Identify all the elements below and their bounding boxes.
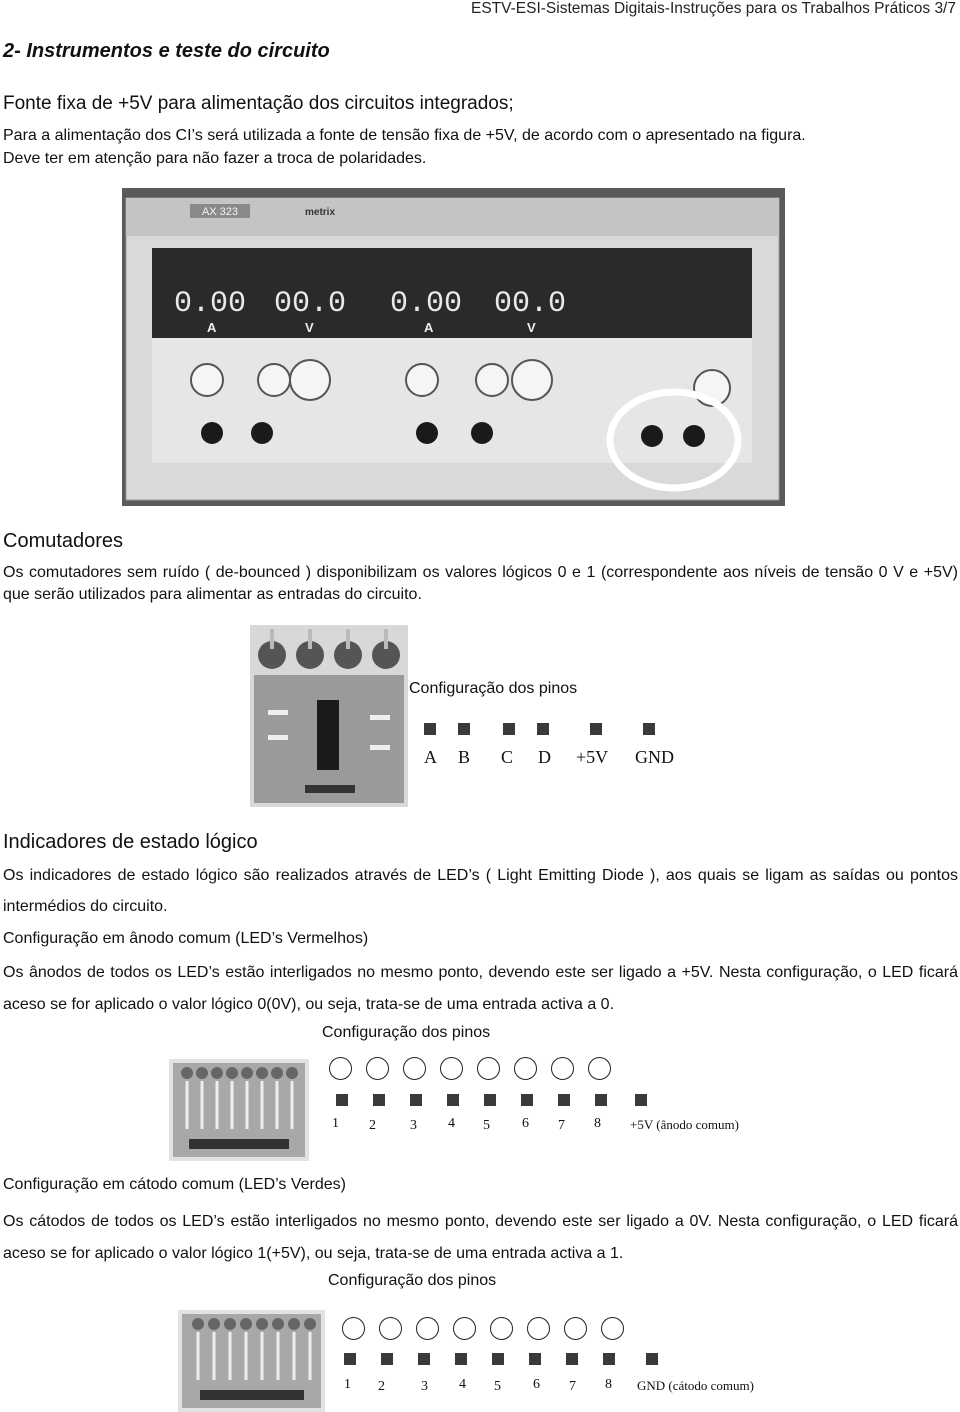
unit-label-3: A — [424, 320, 434, 335]
anodo-pin-label-6: 6 — [522, 1116, 529, 1131]
anodo-pin-square-4 — [447, 1094, 459, 1106]
pin-square-5v — [590, 723, 602, 735]
model-label: AX 323 — [201, 206, 239, 218]
pin-square-a — [424, 723, 436, 735]
catodo-led-8 — [601, 1317, 624, 1340]
anodo-led-6 — [514, 1057, 537, 1080]
catodo-pin-square-1 — [344, 1353, 356, 1365]
catodo-config-label: Configuração dos pinos — [328, 1272, 497, 1289]
anodo-pin-square-6 — [521, 1094, 533, 1106]
section-title: 2- Instrumentos e teste do circuito — [3, 40, 330, 62]
fonte-line-2: Deve ter em atenção para não fazer a troca de polaridades. — [3, 150, 427, 167]
anodo-led-7 — [551, 1057, 574, 1080]
display-3: 0.00 — [390, 287, 463, 321]
indicadores-heading: Indicadores de estado lógico — [3, 831, 258, 853]
pin-label-gnd: GND — [635, 747, 674, 767]
catodo-led-7 — [564, 1317, 587, 1340]
running-header: ESTV-ESI-Sistemas Digitais-Instruções para os Trabalhos Práticos 3/7 — [470, 0, 956, 17]
catodo-led-2 — [379, 1317, 402, 1340]
catodo-pin-square-7 — [566, 1353, 578, 1365]
switches-board-photo — [250, 625, 408, 807]
catodo-led-3 — [416, 1317, 439, 1340]
anodo-pin-square-2 — [373, 1094, 385, 1106]
catodo-led-1 — [342, 1317, 365, 1340]
unit-label-2: V — [305, 320, 314, 335]
display-1: 0.00 — [174, 287, 247, 321]
unit-label-4: V — [527, 320, 536, 335]
unit-label-1: A — [207, 320, 217, 335]
catodo-pin-square-2 — [381, 1353, 393, 1365]
catodo-pin-square-5 — [492, 1353, 504, 1365]
power-supply-photo — [122, 188, 785, 506]
display-4: 00.0 — [494, 287, 567, 321]
anodo-led-4 — [440, 1057, 463, 1080]
anodo-pin-square-8 — [595, 1094, 607, 1106]
pin-square-c — [503, 723, 515, 735]
catodo-pin-label-3: 3 — [421, 1379, 428, 1394]
anodo-heading: Configuração em ânodo comum (LED’s Vermelhos) — [3, 930, 369, 947]
anodo-config-label: Configuração dos pinos — [322, 1024, 491, 1041]
catodo-pin-label-6: 6 — [533, 1377, 540, 1392]
catodo-pin-label-2: 2 — [378, 1379, 385, 1394]
anodo-leds-photo — [169, 1059, 309, 1161]
pin-square-gnd — [643, 723, 655, 735]
anodo-pin-square-common — [635, 1094, 647, 1106]
comutadores-config-label: Configuração dos pinos — [409, 680, 578, 697]
fonte-line-1: Para a alimentação dos CI’s será utilizada a fonte de tensão fixa de +5V, de acordo com o apresentado na figura. — [3, 127, 806, 144]
catodo-pin-label-1: 1 — [344, 1377, 351, 1392]
anodo-pin-square-7 — [558, 1094, 570, 1106]
pin-square-d — [537, 723, 549, 735]
anodo-pin-square-1 — [336, 1094, 348, 1106]
anodo-common-label: +5V (ânodo comum) — [630, 1117, 739, 1132]
pin-square-b — [458, 723, 470, 735]
anodo-pin-label-8: 8 — [594, 1116, 601, 1131]
catodo-pin-square-4 — [455, 1353, 467, 1365]
catodo-pin-square-3 — [418, 1353, 430, 1365]
catodo-common-label: GND (cátodo comum) — [637, 1378, 754, 1393]
anodo-pin-label-2: 2 — [369, 1118, 376, 1133]
catodo-heading: Configuração em cátodo comum (LED’s Verdes) — [3, 1176, 346, 1193]
catodo-pin-label-4: 4 — [459, 1377, 466, 1392]
anodo-paragraph: Os ânodos de todos os LED’s estão interligados no mesmo ponto, devendo este ser ligado a +5V. Nesta configuração, o LED ficará aceso se for aplicado o valor lógico 0(0V), ou seja, trata-se de uma entrada activa a 0. — [3, 964, 958, 1013]
catodo-pin-label-5: 5 — [494, 1379, 501, 1394]
catodo-led-5 — [490, 1317, 513, 1340]
fonte-heading: Fonte fixa de +5V para alimentação dos circuitos integrados; — [3, 93, 514, 114]
display-2: 00.0 — [274, 287, 347, 321]
pin-label-5v: +5V — [576, 747, 609, 767]
indicadores-paragraph: Os indicadores de estado lógico são realizados através de LED’s ( Light Emitting Diode ), aos quais se ligam as saídas ou pontos intermédios do circuito. — [3, 867, 958, 915]
comutadores-paragraph: Os comutadores sem ruído ( de-bounced ) disponibilizam os valores lógicos 0 e 1 (correspondente aos níveis de tensão 0 V e +5V) que serão utilizados para alimentar as entradas do circuito. — [3, 564, 958, 603]
catodo-pin-square-common — [646, 1353, 658, 1365]
anodo-led-3 — [403, 1057, 426, 1080]
anodo-led-2 — [366, 1057, 389, 1080]
anodo-pin-label-1: 1 — [332, 1116, 339, 1131]
anodo-pin-label-7: 7 — [558, 1118, 565, 1133]
catodo-led-6 — [527, 1317, 550, 1340]
brand-label: metrix — [304, 207, 336, 218]
catodo-leds-photo — [178, 1310, 325, 1412]
anodo-pin-square-5 — [484, 1094, 496, 1106]
anodo-pin-label-5: 5 — [483, 1118, 490, 1133]
anodo-led-8 — [588, 1057, 611, 1080]
anodo-pin-label-3: 3 — [410, 1118, 417, 1133]
pin-label-d: D — [538, 747, 551, 767]
anodo-led-1 — [329, 1057, 352, 1080]
anodo-pin-label-4: 4 — [448, 1116, 455, 1131]
anodo-pin-square-3 — [410, 1094, 422, 1106]
catodo-pin-label-7: 7 — [569, 1379, 576, 1394]
catodo-pin-square-6 — [529, 1353, 541, 1365]
catodo-paragraph: Os cátodos de todos os LED’s estão interligados no mesmo ponto, devendo este ser ligado a 0V. Nesta configuração, o LED ficará aceso se for aplicado o valor lógico 1(+5V), ou seja, trata-se de uma entrada activa a 1. — [3, 1213, 958, 1262]
comutadores-heading: Comutadores — [3, 530, 124, 552]
pin-label-a: A — [424, 747, 437, 767]
anodo-led-5 — [477, 1057, 500, 1080]
catodo-pin-label-8: 8 — [605, 1377, 612, 1392]
catodo-pin-square-8 — [603, 1353, 615, 1365]
pin-label-b: B — [458, 747, 471, 767]
pin-label-c: C — [501, 747, 514, 767]
catodo-led-4 — [453, 1317, 476, 1340]
